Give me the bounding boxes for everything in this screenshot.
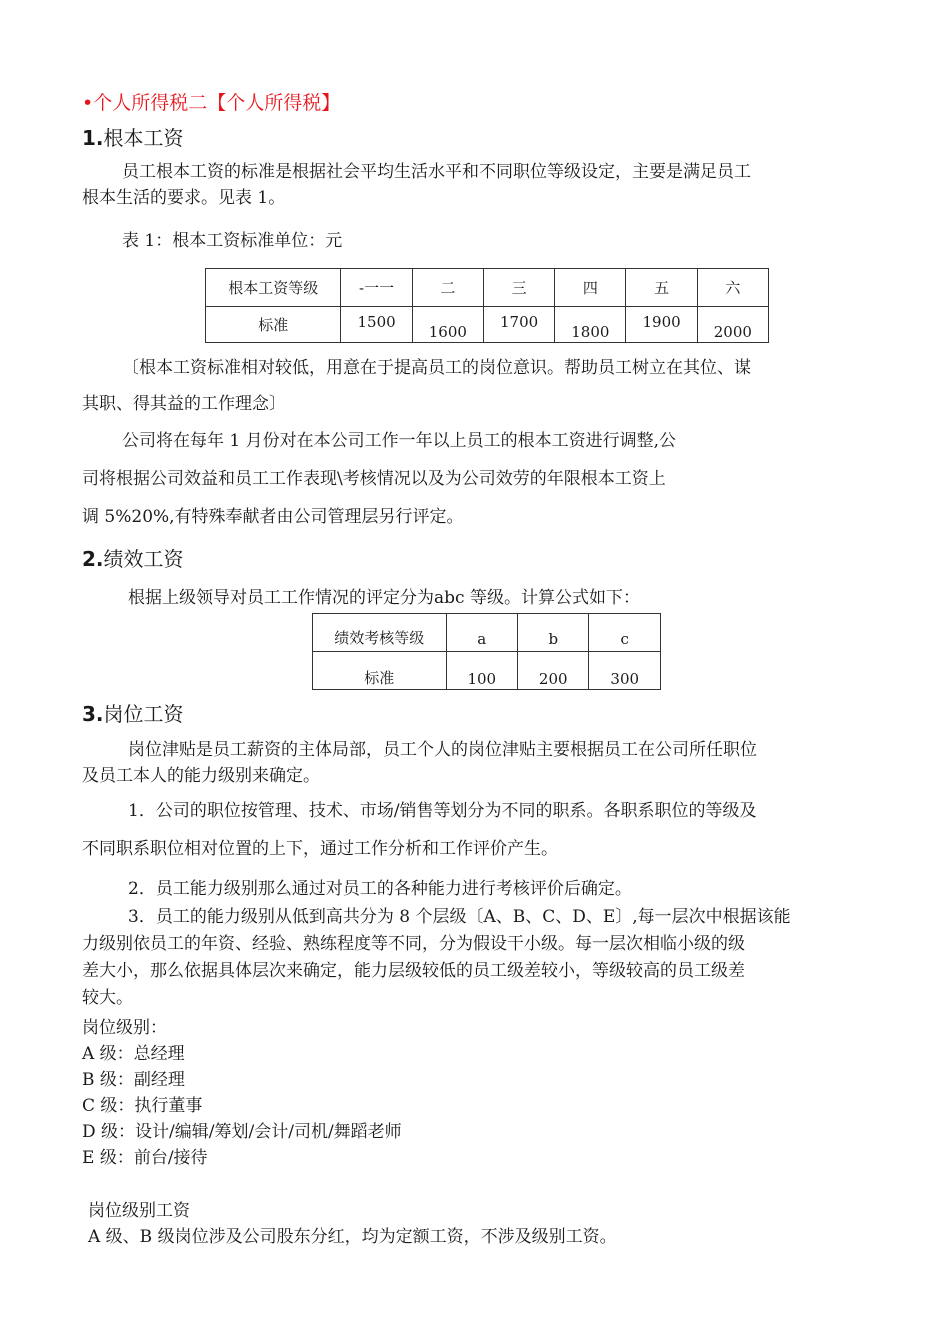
paragraph-line: 司将根据公司效益和员工工作表现\考核情况以及为公司效劳的年限根本工资上	[82, 469, 666, 489]
value-cell: 1700	[483, 307, 554, 343]
table-header-label: 绩效考核等级	[313, 614, 447, 652]
section-number: 3.	[82, 702, 104, 726]
paragraph-line: 不同职系职位相对位置的上下，通过工作分析和工作评价产生。	[82, 839, 558, 859]
value-cell: 1900	[626, 307, 697, 343]
section-title: 根本工资	[103, 126, 184, 150]
paragraph-line: 及员工本人的能力级别来确定。	[82, 766, 320, 786]
grade-cell: c	[589, 614, 661, 652]
value-cell: 2000	[697, 307, 768, 343]
table-header-label: 根本工资等级	[206, 269, 341, 307]
value-cell: 200	[518, 652, 589, 690]
performance-table	[312, 613, 661, 690]
paragraph-line: 岗位津贴是员工薪资的主体局部，员工个人的岗位津贴主要根据员工在公司所任职位	[128, 740, 757, 760]
paragraph-line: 员工根本工资的标准是根据社会平均生活水平和不同职位等级设定，主要是满足员工	[122, 162, 751, 182]
section-heading-performance-salary	[82, 543, 184, 572]
section-number: 2.	[82, 547, 104, 571]
row-label: 标准	[313, 652, 447, 690]
document-title: •个人所得税二【个人所得税】	[82, 92, 341, 114]
paragraph-line: 1．公司的职位按管理、技术、市场/销售等划分为不同的职系。各职系职位的等级及	[128, 801, 757, 821]
section-heading-position-salary	[82, 698, 184, 727]
value-cell: 1800	[555, 307, 626, 343]
paragraph-line: 3．员工的能力级别从低到高共分为 8 个层级〔A、B、C、D、E〕,每一层次中根据该能	[128, 907, 791, 927]
section-number: 1.	[82, 126, 104, 150]
levels-title: 岗位级别：	[82, 1018, 167, 1038]
grade-cell: 六	[697, 269, 768, 307]
paragraph-line: 2．员工能力级别那么通过对员工的各种能力进行考核评价后确定。	[128, 879, 632, 899]
paragraph-line: 根据上级领导对员工工作情况的评定分为abc 等级。计算公式如下：	[128, 588, 640, 608]
section-title: 岗位工资	[103, 702, 184, 726]
value-cell: 1500	[341, 307, 412, 343]
paragraph-line: 差大小，那么依据具体层次来确定，能力层级较低的员工级差较小，等级较高的员工级差	[82, 961, 745, 981]
row-label: 标准	[206, 307, 341, 343]
paragraph-line: 调 5%20%,有特殊奉献者由公司管理层另行评定。	[82, 507, 464, 527]
grade-cell: b	[518, 614, 589, 652]
level-item: C 级：执行董事	[82, 1096, 203, 1116]
salary-note: A 级、B 级岗位涉及公司股东分红，均为定额工资，不涉及级别工资。	[88, 1227, 617, 1247]
value-cell: 100	[446, 652, 517, 690]
level-item: B 级：副经理	[82, 1070, 185, 1090]
section-heading-basic-salary	[82, 122, 184, 151]
paragraph-line: 力级别依员工的年资、经验、熟练程度等不同，分为假设干小级。每一层次相临小级的级	[82, 934, 745, 954]
basic-salary-table	[205, 268, 769, 343]
paragraph-line: 根本生活的要求。见表 1。	[82, 188, 286, 208]
grade-cell: 五	[626, 269, 697, 307]
salary-subtitle: 岗位级别工资	[88, 1201, 190, 1221]
level-item: E 级：前台/接待	[82, 1148, 208, 1168]
paragraph-line: 公司将在每年 1 月份对在本公司工作一年以上员工的根本工资进行调整,公	[122, 431, 677, 451]
paragraph-line: 较大。	[82, 988, 133, 1008]
level-item: A 级：总经理	[82, 1044, 185, 1064]
grade-cell: -一一	[341, 269, 412, 307]
value-cell: 1600	[412, 307, 483, 343]
paragraph-line: 〔根本工资标准相对较低，用意在于提高员工的岗位意识。帮助员工树立在其位、谋	[122, 358, 751, 378]
level-item: D 级：设计/编辑/筹划/会计/司机/舞蹈老师	[82, 1122, 402, 1142]
grade-cell: 二	[412, 269, 483, 307]
grade-cell: 三	[483, 269, 554, 307]
grade-cell: a	[446, 614, 517, 652]
value-cell: 300	[589, 652, 661, 690]
section-title: 绩效工资	[103, 547, 184, 571]
table-caption: 表 1：根本工资标准单位：元	[122, 231, 343, 251]
paragraph-line: 其职、得其益的工作理念〕	[82, 394, 286, 414]
grade-cell: 四	[555, 269, 626, 307]
